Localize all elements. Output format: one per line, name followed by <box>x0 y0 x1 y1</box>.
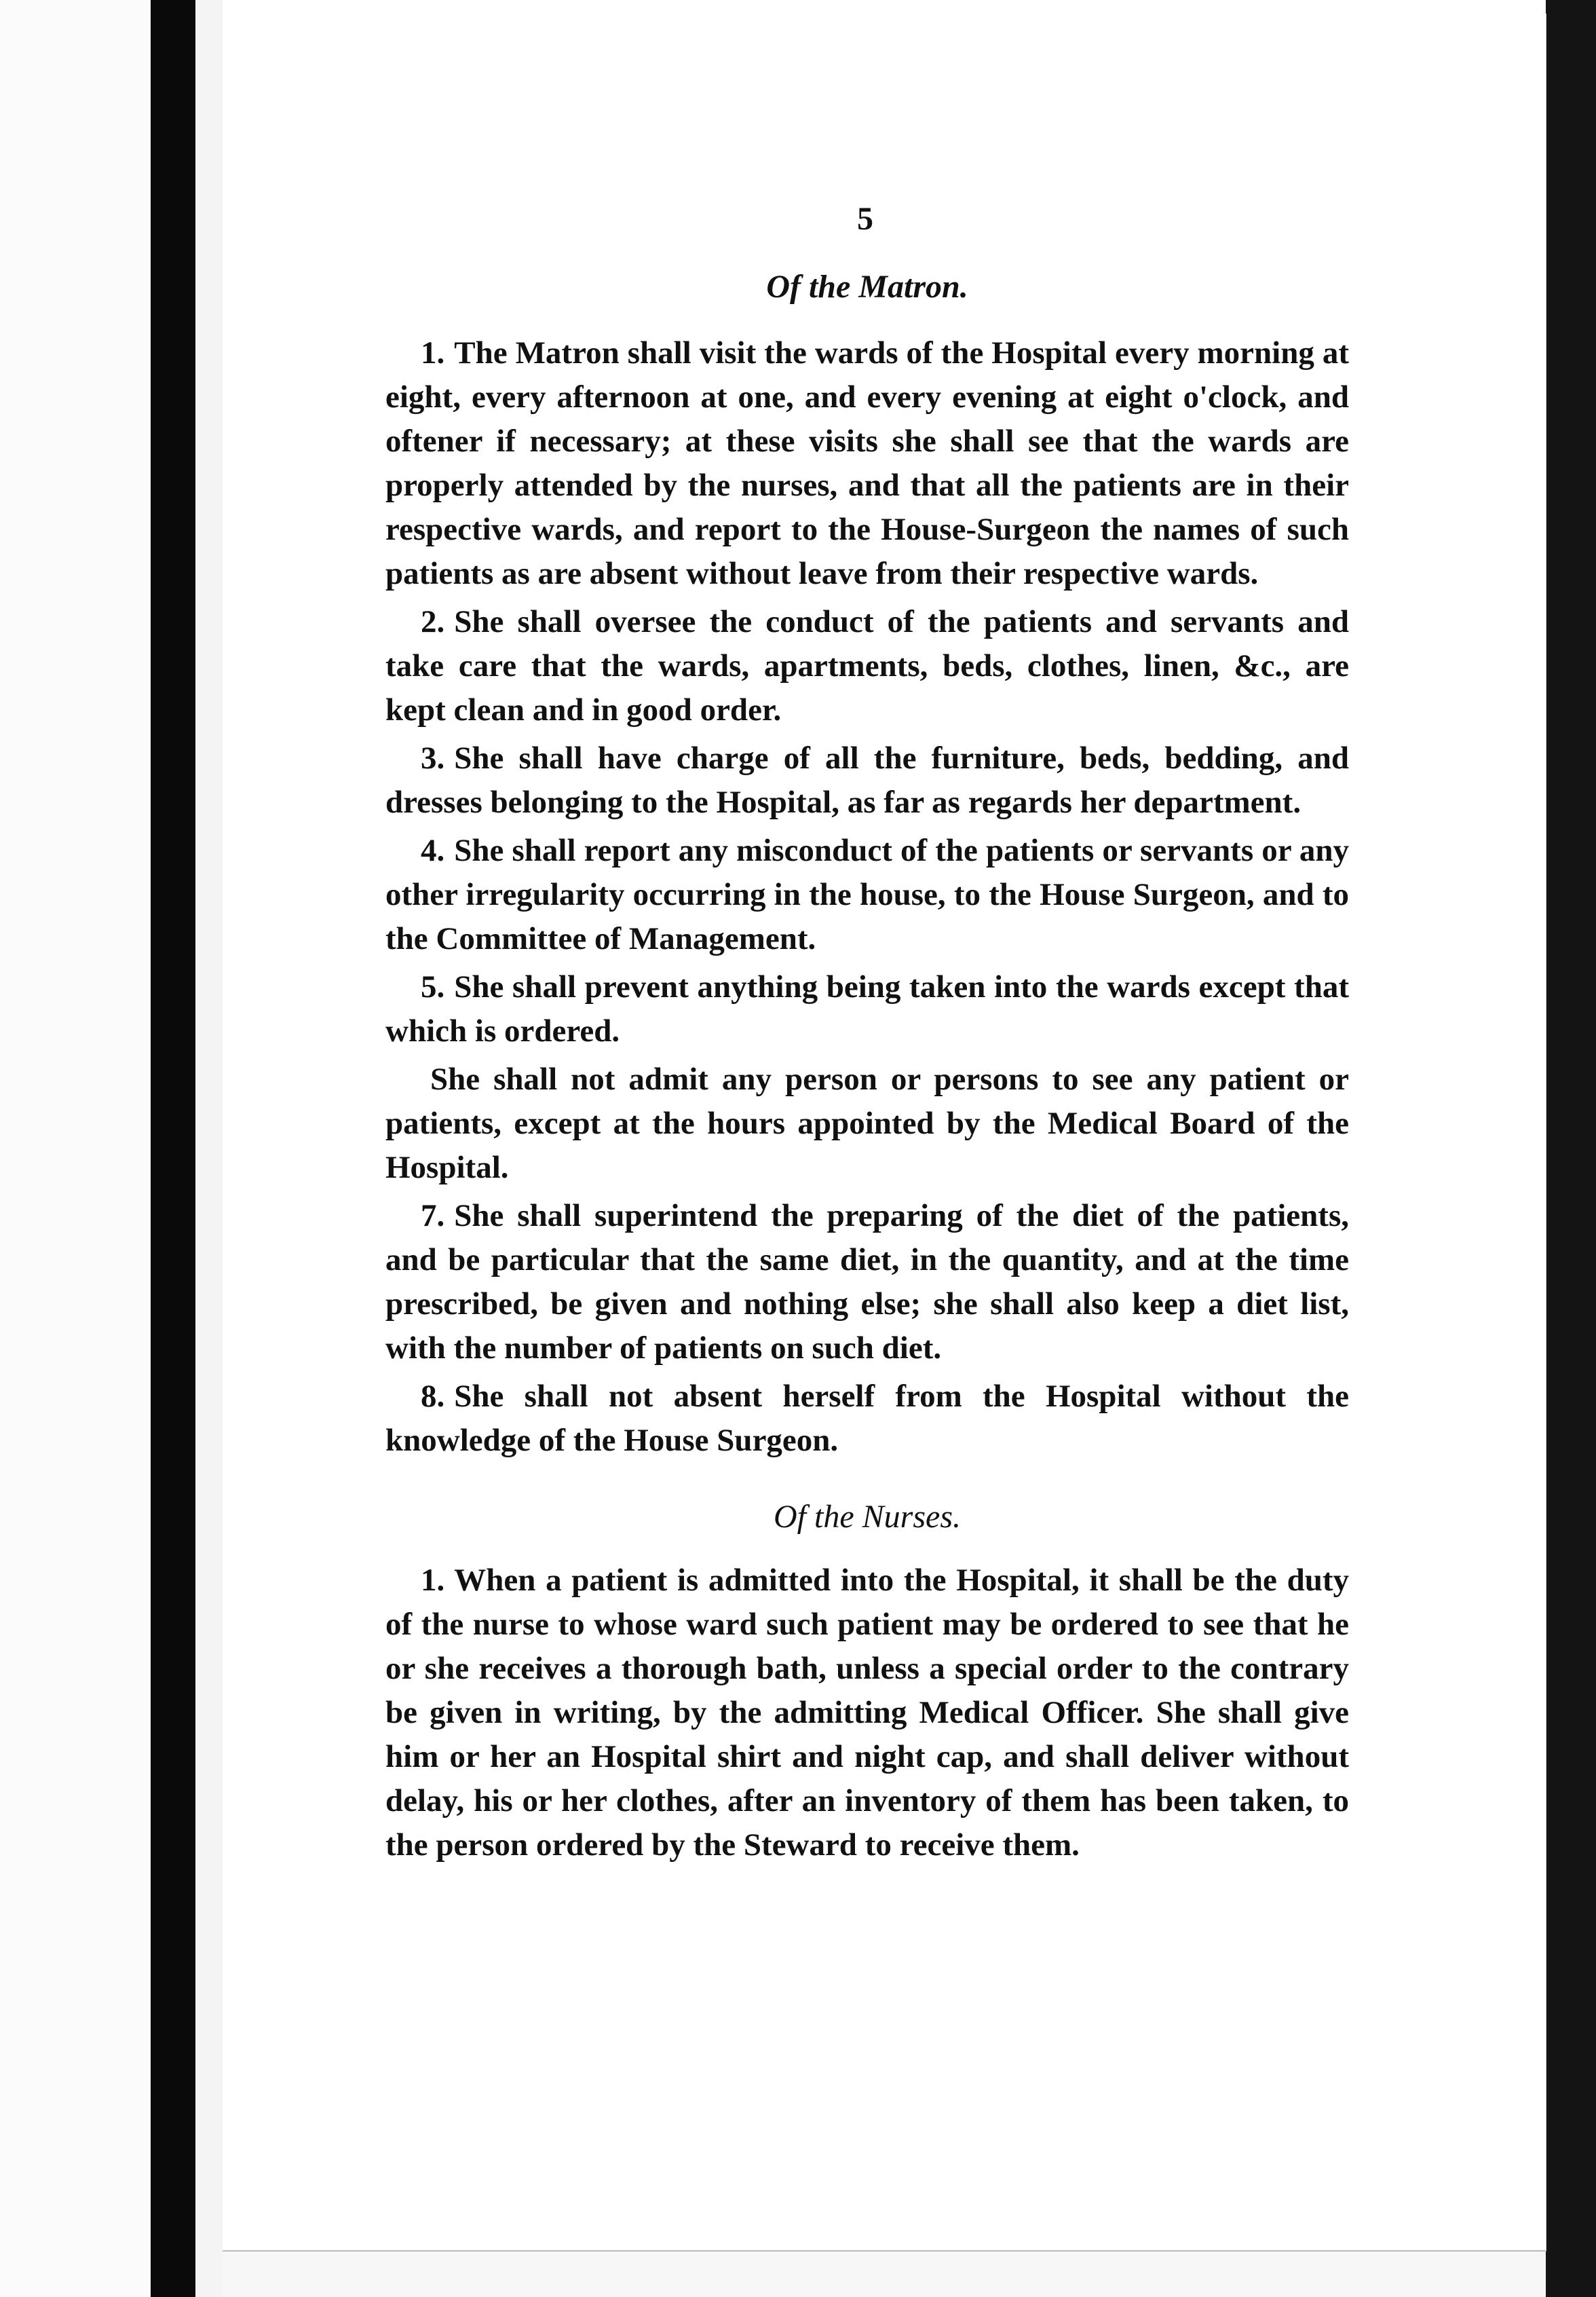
scan-border-right <box>1546 0 1596 2297</box>
matron-rule <box>385 736 1349 825</box>
nurses-heading: Of the Nurses. <box>774 1499 961 1535</box>
rule-text: She shall not absent herself from the Hospital without the knowledge of the House Surgeon. <box>385 1379 1349 1458</box>
rule-number: 1. <box>421 1563 445 1598</box>
rule-text: When a patient is admitted into the Hospital, it shall be the duty of the nurse to whose ward such patient may be ordered to see that he or she receives a thorough bath, unless a special order to the contrary be given in writing, by the admitting Medical Officer. She shall give him or her an Hospital shirt and night cap, and shall deliver without delay, his or her clothes, after an inventory of them has been taken, to the person ordered by the Steward to receive them. <box>385 1563 1349 1863</box>
rule-number: 5. <box>421 969 445 1005</box>
matron-rule <box>385 600 1349 732</box>
rule-text: The Matron shall visit the wards of the Hospital every morning at eight, every afternoon at one, and every evening at eight o'clock, and oftener if necessary; at these visits she shall see that the wards are properly attended by the nurses, and that all the patients are in their respective wards, and report to the House-Surgeon the names of such patients as are absent without leave from their respective wards. <box>385 335 1349 591</box>
rule-text: She shall oversee the conduct of the patients and servants and take care that the wards, apartments, beds, clothes, linen, &c., are kept clean and in good order. <box>385 604 1349 728</box>
rule-number: 4. <box>421 833 445 868</box>
matron-rule <box>385 331 1349 596</box>
matron-heading: Of the Matron. <box>766 269 968 305</box>
book-gutter <box>151 0 195 2297</box>
rule-text: She shall prevent anything being taken into the wards except that which is ordered. <box>385 969 1349 1049</box>
rule-text: She shall not admit any person or persons to see any patient or patients, except at the hours appointed by the Medical Board of the Hospital. <box>385 1062 1349 1185</box>
page-number: 5 <box>857 201 873 237</box>
facing-page-edge <box>0 0 151 2297</box>
matron-rule <box>385 965 1349 1053</box>
rule-number: 8. <box>421 1379 445 1414</box>
matron-rule <box>385 829 1349 961</box>
rule-text: She shall report any misconduct of the patients or servants or any other irregularity occurring in the house, to the House Surgeon, and to the Committee of Management. <box>385 833 1349 956</box>
scan-border-bottom <box>223 2250 1546 2297</box>
rule-number: 7. <box>421 1198 445 1233</box>
matron-rule <box>385 1375 1349 1463</box>
matron-rule <box>385 1194 1349 1370</box>
matron-rule <box>385 1058 1349 1190</box>
rule-number: 1. <box>421 335 445 371</box>
gutter-edge <box>195 0 223 2297</box>
nurses-rule <box>385 1558 1349 1867</box>
page-body <box>385 268 1349 1871</box>
rule-text: She shall have charge of all the furniture, beds, bedding, and dresses belonging to the Hospital, as far as regards her department. <box>385 741 1349 820</box>
rule-number: 2. <box>421 604 445 639</box>
rule-text: She shall superintend the preparing of the diet of the patients, and be particular that the same diet, in the quantity, and at the time prescribed, be given and nothing else; she shall also keep a diet list, with the number of patients on such diet. <box>385 1198 1349 1366</box>
rule-number: 3. <box>421 741 445 776</box>
